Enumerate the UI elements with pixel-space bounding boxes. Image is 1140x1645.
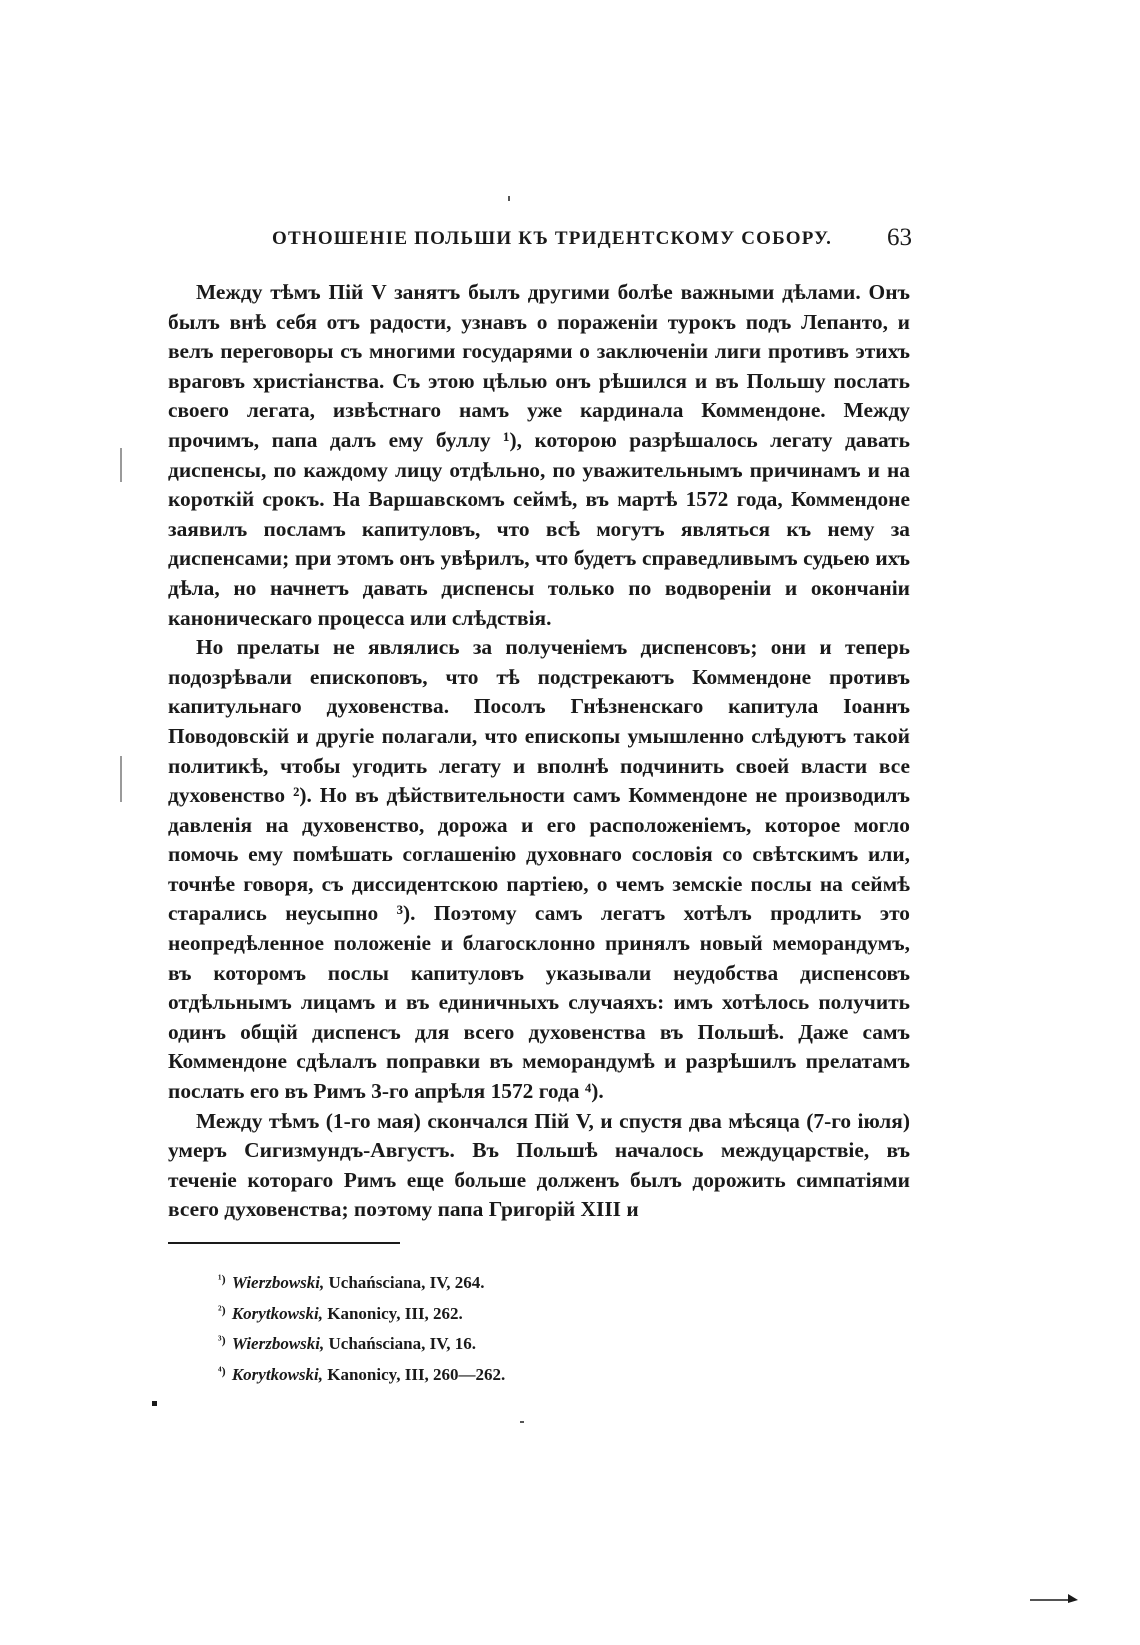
- margin-scan-mark: [508, 196, 510, 201]
- footnote-reference: Kanonicy, III, 260—262.: [327, 1364, 506, 1384]
- footnote-author: Korytkowski,: [231, 1303, 323, 1323]
- footnote-2: [218, 1297, 818, 1328]
- footnote-mark: ¹): [218, 1272, 226, 1286]
- footnote-mark: ²): [218, 1302, 226, 1317]
- body-text: [168, 278, 910, 1225]
- margin-scan-mark: [152, 1401, 157, 1406]
- running-head: [272, 224, 912, 260]
- footnote-author: Wierzbowski,: [231, 1334, 325, 1353]
- footnote-1: [218, 1266, 818, 1297]
- footnote-reference: Kanonicy, III, 262.: [327, 1303, 463, 1323]
- margin-scan-mark: [120, 756, 122, 802]
- footnote-author: Korytkowski,: [231, 1364, 323, 1384]
- footnote-reference: Uchańsciana, IV, 16.: [328, 1334, 477, 1353]
- margin-scan-mark: [520, 1421, 524, 1423]
- footnotes: [218, 1266, 818, 1388]
- paragraph-1: Между тѣмъ Пій V занятъ былъ другими болѣе важными дѣлами. Онъ былъ внѣ себя отъ радости, узнавъ о пораженіи турокъ подъ Лепанто, и велъ переговоры съ многими государями о заключеніи лиги противъ этихъ враговъ христіанства. Съ этою цѣлью онъ рѣшился и въ Польшу послать своего легата, извѣстнаго намъ уже кардинала Коммендоне. Между прочимъ, папа далъ ему буллу ¹), которою разрѣшалось легату давать диспенсы, по каждому лицу отдѣльно, по уважительнымъ причинамъ и на короткій срокъ. На Варшавскомъ сеймѣ, въ мартѣ 1572 года, Коммендоне заявилъ посламъ капитуловъ, что всѣ могутъ являться къ нему за диспенсами; при этомъ онъ увѣрилъ, что будетъ справедливымъ судьею ихъ дѣла, но начнетъ давать диспенсы только по водвореніи и окончаніи каноническаго процесса или слѣдствія.: [168, 280, 910, 630]
- footnote-reference: Uchańsciana, IV, 264.: [328, 1273, 485, 1292]
- arrow-scan-mark: [1030, 1591, 1078, 1605]
- paragraph-3: Между тѣмъ (1-го мая) скончался Пій V, и спустя два мѣсяца (7-го іюля) умеръ Сигизмундъ-Августъ. Въ Польшѣ началось междуцарствіе, въ теченіе котораго Римъ еще больше долженъ былъ дорожить симпатіями всего духовенства; поэтому папа Григорій XIII и: [168, 1108, 910, 1222]
- footnote-4: [218, 1358, 818, 1389]
- paragraph-2: Но прелаты не являлись за полученіемъ диспенсовъ; они и теперь подозрѣвали епископовъ, что тѣ подстрекаютъ Коммендоне противъ капитульнаго духовенства. Посолъ Гнѣзненскаго капитула Іоаннъ Поводовскій и другіе полагали, что епископы умышленно слѣдуютъ такой политикѣ, чтобы угодить легату и вполнѣ подчинить своей власти все духовенство ²). Но въ дѣйствительности самъ Коммендоне не производилъ давленія на духовенство, дорожа и его расположеніемъ, которое могло помочь ему помѣшать соглашенію духовнаго сословія со свѣтскимъ или, точнѣе говоря, съ диссидентскою партіею, о чемъ земскіе послы на сеймѣ старались неусыпно ³). Поэтому самъ легатъ хотѣлъ продлить это неопредѣленное положеніе и благосклонно принялъ новый меморандумъ, въ которомъ послы капитуловъ указывали неудобства диспенсовъ отдѣльнымъ лицамъ и въ единичныхъ случаяхъ: имъ хотѣлось получить одинъ общій диспенсъ для всего духовенства въ Польшѣ. Даже самъ Коммендоне сдѣлалъ поправки въ меморандумѣ и разрѣшилъ прелатамъ послать его въ Римъ 3-го апрѣля 1572 года ⁴).: [168, 635, 910, 1104]
- footnote-rule: [168, 1242, 400, 1244]
- footnote-mark: ⁴): [218, 1363, 226, 1378]
- footnote-mark: ³): [218, 1333, 226, 1347]
- footnote-3: [218, 1327, 818, 1358]
- margin-scan-mark: [120, 448, 122, 482]
- footnote-author: Wierzbowski,: [231, 1273, 325, 1292]
- page-number: 63: [887, 224, 912, 251]
- running-title: ОТНОШЕНІЕ ПОЛЬШИ КЪ ТРИДЕНТСКОМУ СОБОРУ.: [272, 228, 833, 249]
